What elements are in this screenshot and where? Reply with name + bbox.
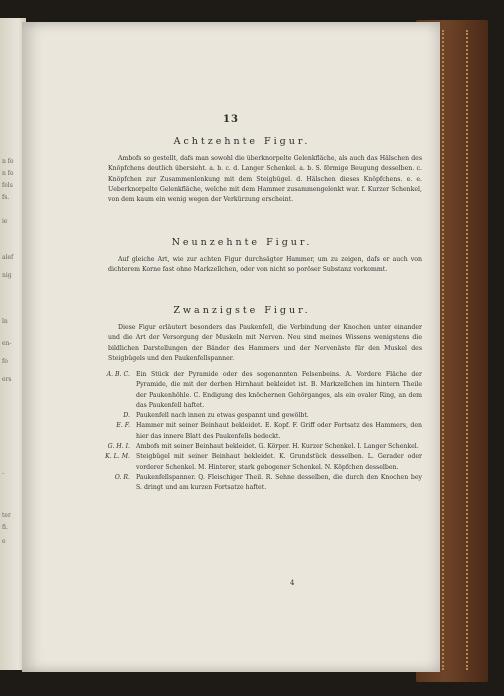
legend-text: Paukenfellspanner. Q. Fleischiger Theil. R. Sehne desselben, die durch den Knochen bey S. dringt und am kurzen Fortsatze haftet. xyxy=(136,473,422,492)
section-body xyxy=(108,255,422,276)
left-fragment: alef xyxy=(2,254,14,261)
legend-label: G. H. I. xyxy=(107,443,130,451)
legend-label: D. xyxy=(123,412,130,420)
figure-legend xyxy=(90,370,422,494)
legend-entry xyxy=(90,452,422,473)
printed-page xyxy=(22,22,440,672)
left-fragment: e xyxy=(2,538,6,545)
legend-entry xyxy=(90,411,422,421)
paragraph: Diese Figur erläutert besonders das Paukenfell, die Verbindung der Knochen unter einander und die Art der Versorgung der Muskeln mit Nerven. Neu sind meines Wissens wenigstens die bildlichen Darstellungen der Bänder des Hammers und der Nervenäste für den Muskel des Steigbügels und den Paukenfellspanner. xyxy=(108,324,422,362)
section-heading: Neunzehnte Figur. xyxy=(171,237,313,248)
legend-entry xyxy=(90,442,422,452)
legend-label: E. F. xyxy=(116,422,130,430)
paragraph: Ambofs so gestellt, dafs man sowohl die überknorpelte Gelenkfläche, als auch das Hälschen des Knöpfchens deutlich übersieht. a. b. c. d. Langer Schenkel. a. b. S. förmige Beugung desselben. c. Knöpfchen zur Zusammenlenkung mit dem Steigbügel. d. Hälschen dieses Knöpfchens. e. e. Ueberknorpelte Gelenkfläche, welche mit dem Hammer zusammengelenkt war. f. Kurzer Schenkel, von dem kaum ein wenig wegen der Verkürzung erscheint. xyxy=(108,155,422,204)
cover-ornament xyxy=(442,30,468,670)
left-fragment: n fe xyxy=(2,170,14,177)
left-fragment: fi. xyxy=(2,524,8,531)
paragraph: Auf gleiche Art, wie zur achten Figur durchsägter Hammer, um zu zeigen, dafs er auch von dichterem Korne fast ohne Markzellchen, oder von nicht so poröser Substanz vorkommt. xyxy=(108,256,422,274)
legend-text: Steigbügel mit seiner Beinhaut bekleidet. K. Grundstück desselben. L. Gerader oder vorderer Schenkel. M. Hinterer, stark gebogener Schenkel. N. Köpfchen desselben. xyxy=(136,453,422,471)
left-fragment: nig xyxy=(2,272,12,279)
legend-text: Ein Stück der Pyramide oder des sogenannten Felsenbeins. A. Vordere Fläche der Pyramide, die mit der derben Hirnhaut bekleidet ist. B. Markzellchen im hintern Theile der Paukenhöhle. C. Endigung des knöchernen Gehörganges, als ein ovaler Ring, an dem das Paukenfell haftet. xyxy=(136,371,422,409)
left-fragment: fels xyxy=(2,182,13,189)
left-fragment: ie xyxy=(2,218,8,225)
left-fragment: fs. xyxy=(2,194,10,201)
signature-mark: 4 xyxy=(290,579,295,587)
section-heading: Achtzehnte Figur. xyxy=(173,136,311,147)
legend-entry xyxy=(90,473,422,494)
section-heading: Zwanzigste Figur. xyxy=(173,305,311,316)
legend-entry xyxy=(90,421,422,442)
legend-text: Paukenfell nach innen zu etwas gespannt und gewölbt. xyxy=(136,412,309,420)
left-fragment: ln xyxy=(2,318,8,325)
section-body xyxy=(108,154,422,205)
section-body xyxy=(108,323,422,364)
legend-text: Hammer mit seiner Beinhaut bekleidet. E. Kopf. F. Griff oder Fortsatz des Hammers, den hier das innere Blatt des Paukenfells bedeckt. xyxy=(136,422,422,440)
left-fragment: ers xyxy=(2,376,12,383)
page-number: 13 xyxy=(223,114,239,125)
legend-text: Ambofs mit seiner Beinhaut bekleidet. G. Körper. H. Kurzer Schenkel. I. Langer Schenkel. xyxy=(136,443,419,451)
left-fragment: fo xyxy=(2,358,8,365)
legend-label: O. R. xyxy=(114,473,130,481)
left-fragment: en- xyxy=(2,340,12,347)
legend-entry xyxy=(90,370,422,411)
left-fragment: - xyxy=(2,470,5,477)
left-fragment: ter xyxy=(2,512,11,519)
legend-label: K. L. M. xyxy=(105,453,130,461)
legend-label: A. B. C. xyxy=(106,371,130,378)
left-fragment: n fe xyxy=(2,158,14,165)
